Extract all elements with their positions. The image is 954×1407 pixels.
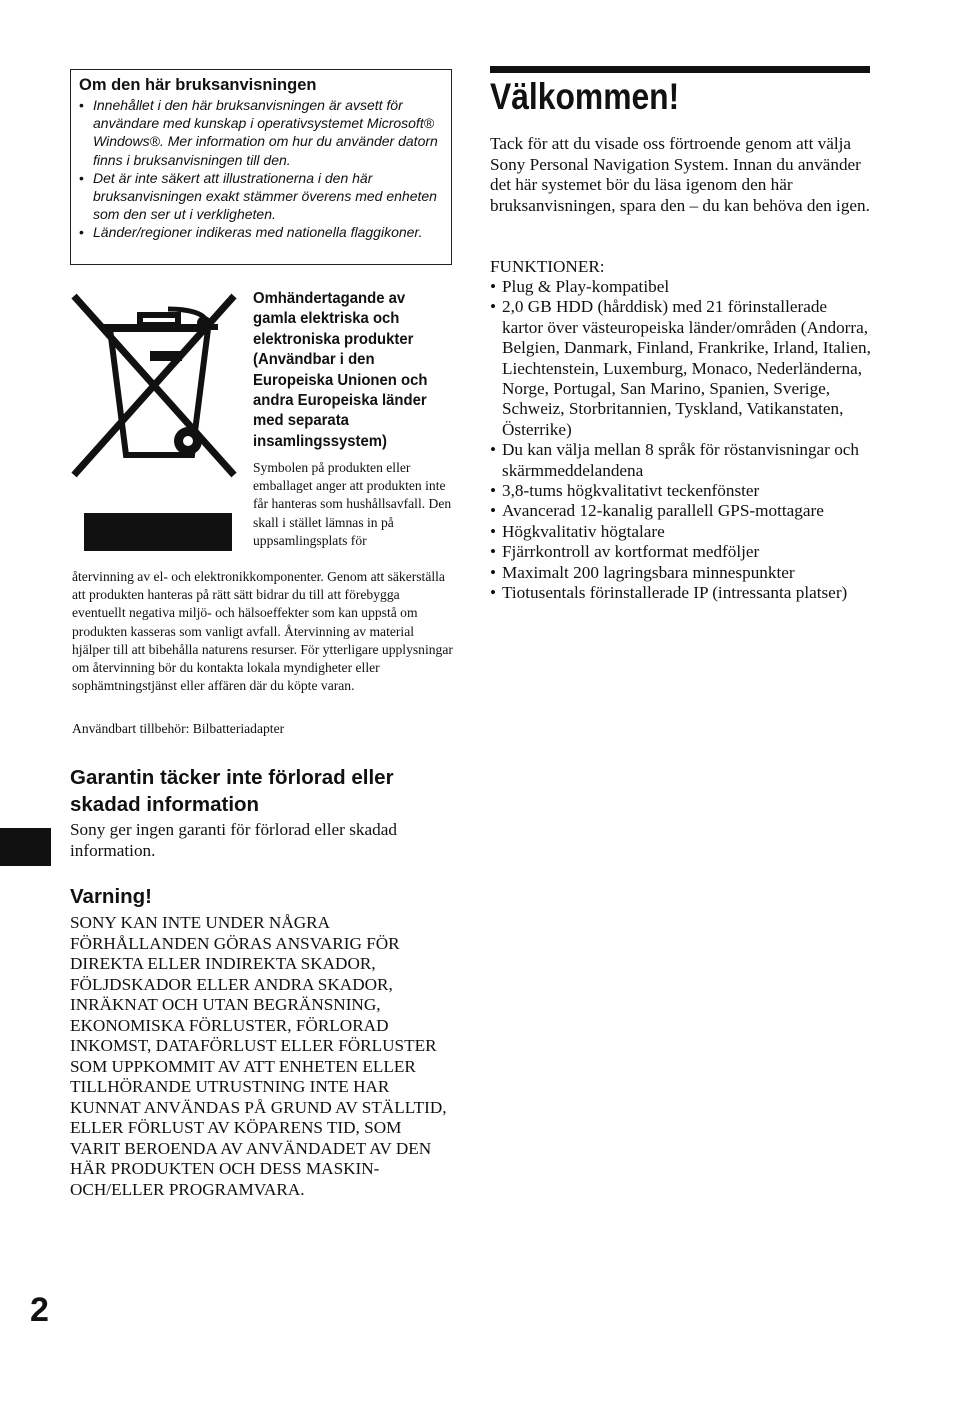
guarantee-heading: Garantin täcker inte förlorad eller skadad information [70, 766, 394, 816]
notice-title: Om den här bruksanvisningen [79, 76, 317, 94]
notice-list [79, 96, 443, 242]
notice-item: • Det är inte säkert att illustrationerna i den här bruksanvisningen exakt stämmer överens med enheten som den ser ut i verkligheten. [79, 169, 443, 224]
welcome-title: Välkommen! [490, 76, 680, 117]
page-number: 2 [30, 1291, 49, 1329]
crossed-out-wheeled-bin-icon [70, 291, 238, 479]
features-label: FUNKTIONER: [490, 257, 605, 276]
guarantee-text: Sony ger ingen garanti för förlorad eller skadad information. [70, 820, 397, 860]
notice-box [70, 69, 452, 265]
feature-item: • Högkvalitativ högtalare [490, 522, 872, 542]
weee-text-continued: återvinning av el- och elektronikkomponenter. Genom att säkerställa att produkten hanteras på rätt sätt bidrar du till att förebygga eventuellt negativa miljö- och hälsoeffekter som kan uppstå om produkten kasseras som vanligt avfall. Återvinning av material hjälper till att bibehålla naturens resurser. För ytterligare upplysningar om återvinning bör du kontakta lokala myndigheter eller sophämtningstjänst eller affären där du köpte varan. [72, 569, 453, 694]
language-side-tab [0, 828, 51, 866]
feature-item: • Avancerad 12-kanalig parallell GPS-mottagare [490, 501, 872, 521]
title-rule [490, 66, 870, 73]
weee-text: Symbolen på produkten eller emballaget anger att produkten inte får hanteras som hushållsavfall. Den skall i stället lämnas in på uppsamlingsplats för [253, 460, 452, 548]
feature-item: • Plug & Play-kompatibel [490, 277, 872, 297]
accessory-note: Användbart tillbehör: Bilbatteriadapter [72, 721, 285, 736]
notice-item: • Länder/regioner indikeras med nationella flaggikoner. [79, 223, 443, 241]
warning-heading: Varning! [70, 885, 153, 908]
warning-text: SONY KAN INTE UNDER NÅGRA FÖRHÅLLANDEN GÖRAS ANSVARIG FÖR DIREKTA ELLER INDIREKTA SKADOR, FÖLJDSKADOR ELLER ANDRA SKADOR, INRÄKNAT OCH UTAN BEGRÄNSNING, EKONOMISKA FÖRLUSTER, FÖRLORAD INKOMST, DATAFÖRLUST ELLER FÖRLUSTER SOM UPPKOMMIT AV ATT ENHETEN ELLER TILLHÖRANDE UTRUSTNING INTE HAR KUNNAT ANVÄNDAS PÅ GRUND AV STÄLLTID, ELLER FÖRLUST AV KÖPARENS TID, SOM VARIT BEROENDA AV ANVÄNDADET AV DEN HÄR PRODUKTEN OCH DESS MASKIN- OCH/ELLER PROGRAMVARA. [70, 913, 447, 1199]
feature-item: • 3,8-tums högkvalitativt teckenfönster [490, 481, 872, 501]
features-list [490, 277, 872, 604]
feature-item: • Tiotusentals förinstallerade IP (intressanta platser) [490, 583, 872, 603]
weee-title: Omhändertagande av gamla elektriska och elektroniska produkter (Användbar i den Europeiska Unionen och andra Europeiska länder med separata insamlingssystem) [253, 290, 428, 450]
feature-item: • Fjärrkontroll av kortformat medföljer [490, 542, 872, 562]
welcome-intro: Tack för att du visade oss förtroende genom att välja Sony Personal Navigation System. Innan du använder det här systemet bör du läsa igenom den här bruksanvisningen, spara den – du kan behöva den igen. [490, 134, 870, 215]
notice-item: • Innehållet i den här bruksanvisningen är avsett för användare med kunskap i operativsystemet Microsoft® Windows®. Mer information om hur du använder datorn finns i bruksanvisningen till den. [79, 96, 443, 169]
black-label-bar [84, 513, 232, 551]
feature-item: • 2,0 GB HDD (hårddisk) med 21 förinstallerade kartor över västeuropeiska länder/områden (Andorra, Belgien, Danmark, Finland, Frankrike, Irland, Italien, Liechtenstein, Luxemburg, Monaco, Nederländerna, Norge, Portugal, San Marino, Spanien, Sverige, Schweiz, Storbritannien, Tyskland, Vatikanstaten, Österrike) [490, 297, 872, 440]
feature-item: • Maximalt 200 lagringsbara minnespunkter [490, 563, 872, 583]
feature-item: • Du kan välja mellan 8 språk för röstanvisningar och skärmmeddelandena [490, 440, 872, 481]
